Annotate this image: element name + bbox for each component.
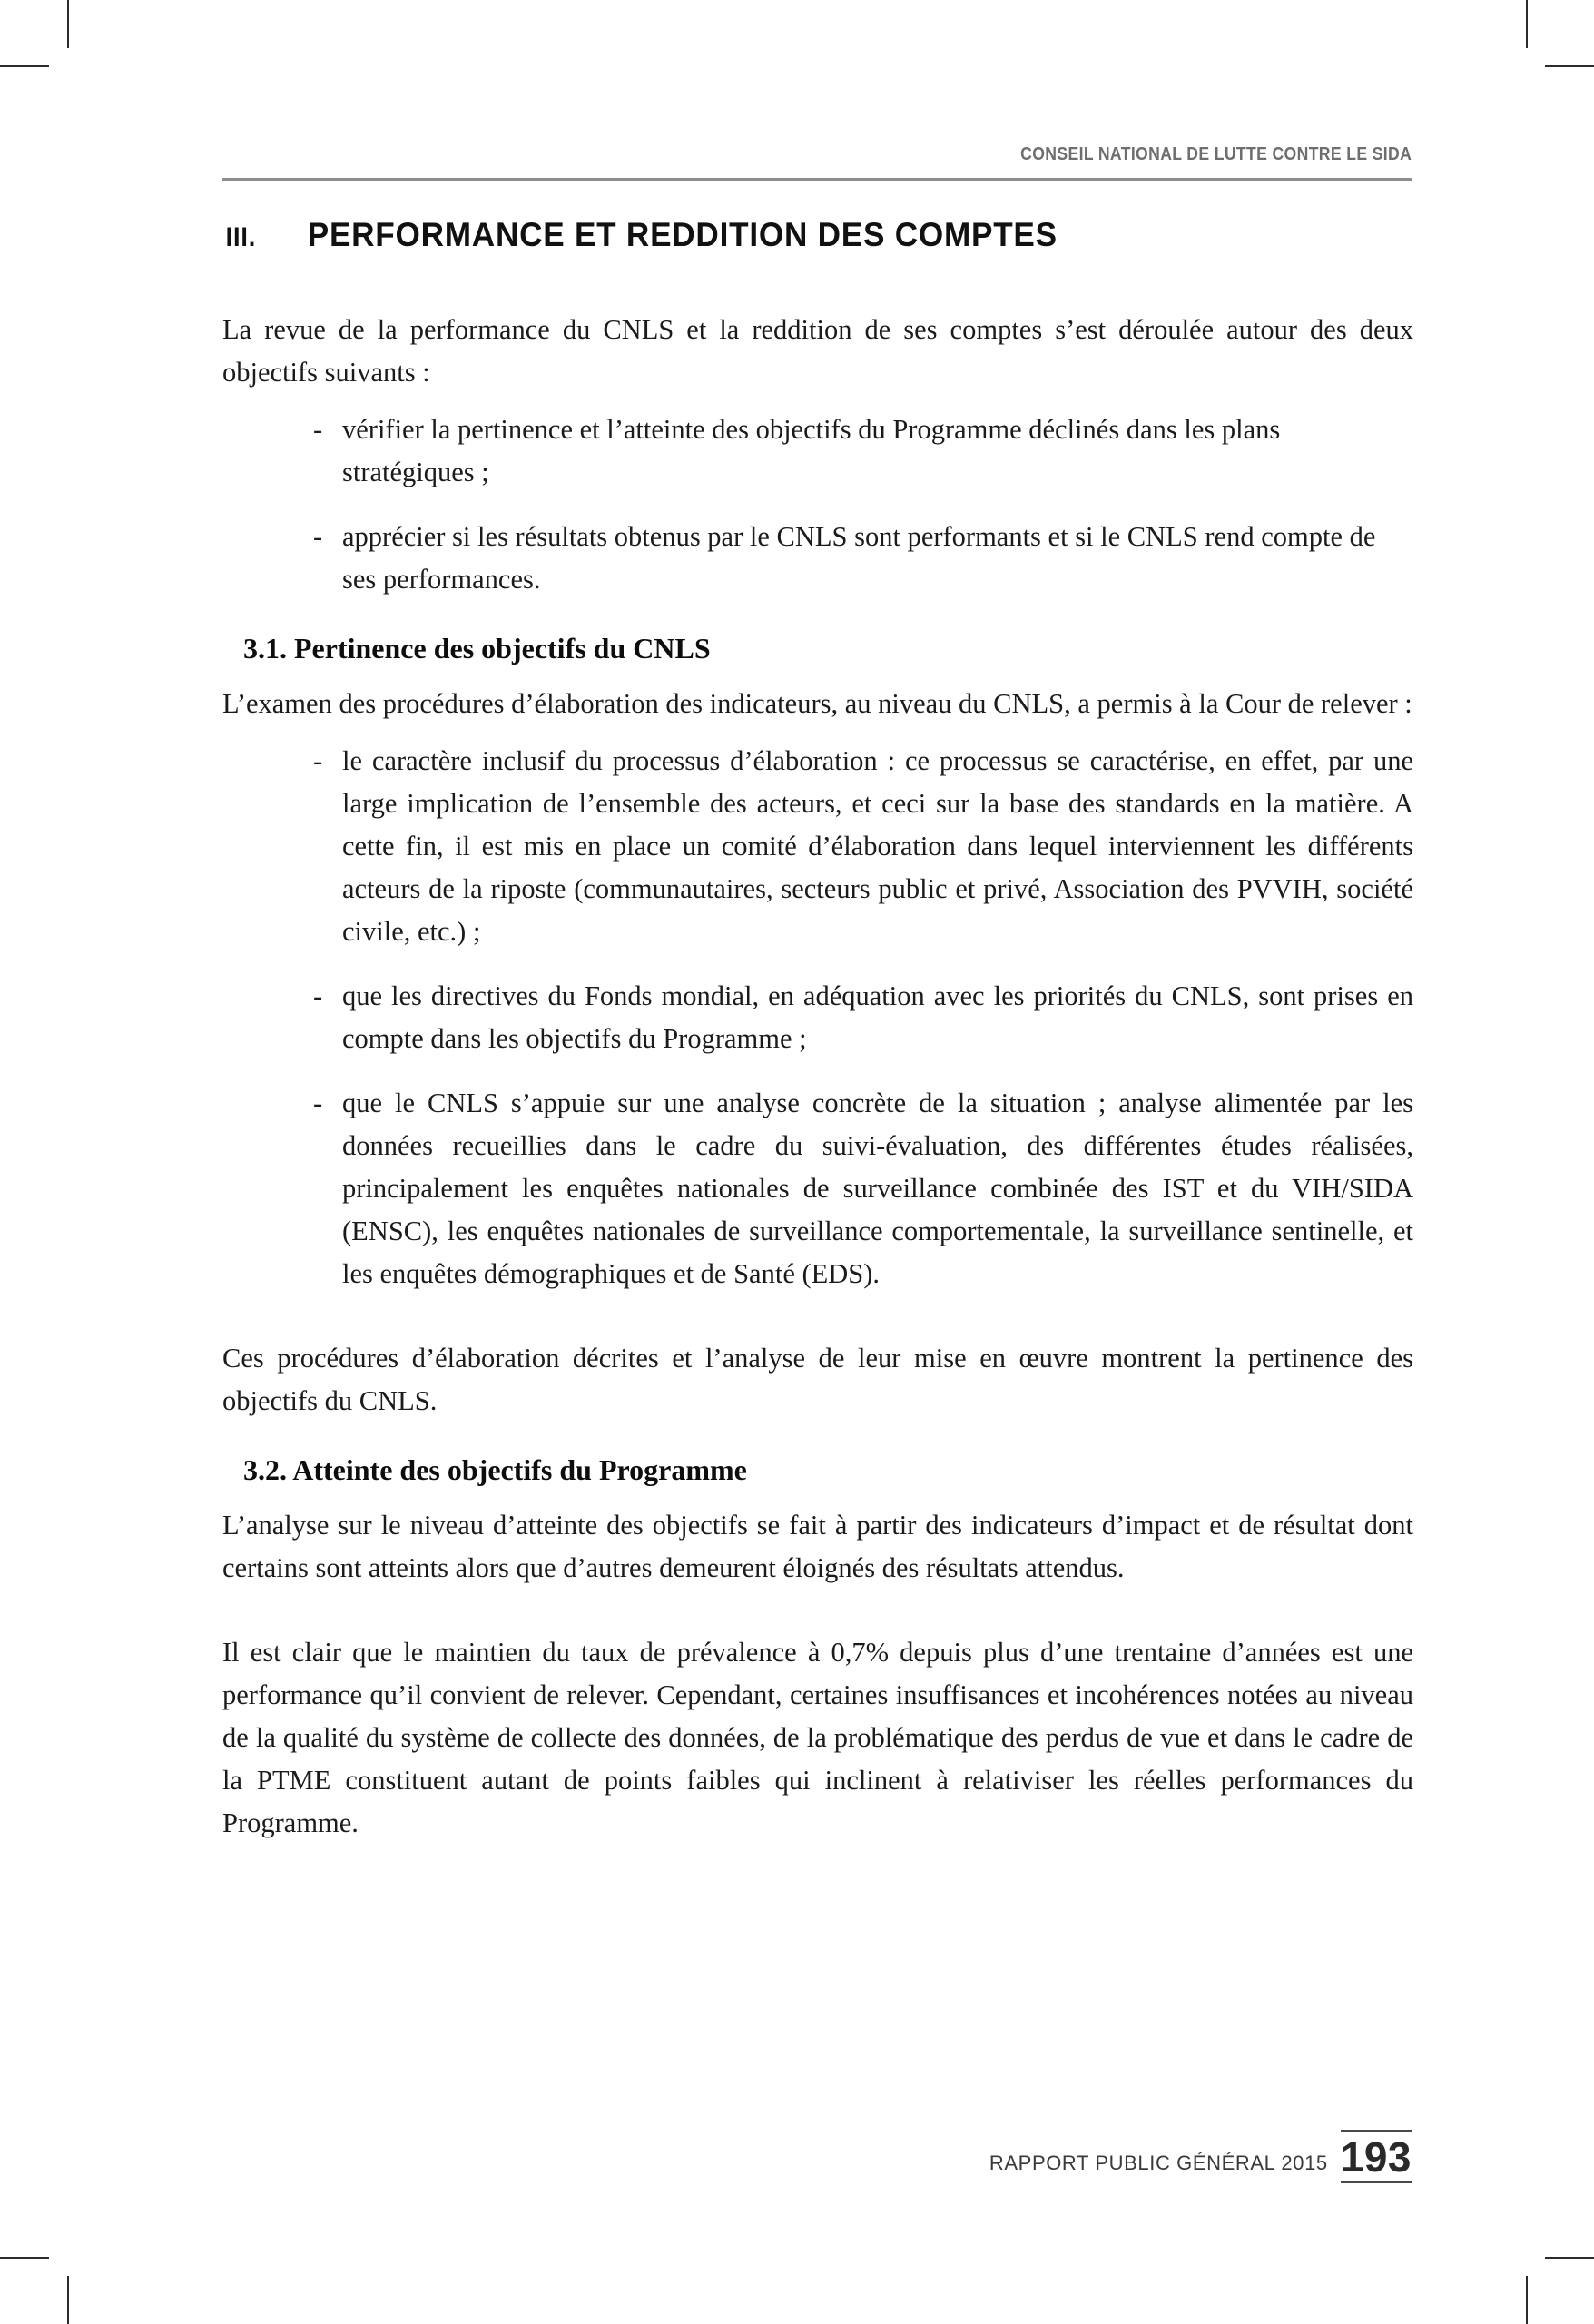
- section-3-1-bullet-list: [313, 740, 1413, 1295]
- section-3-1-closing: Ces procédures d’élaboration décrites et l’analyse de leur mise en œuvre montrent la pertinence des objectifs du CNLS.: [222, 1343, 1413, 1416]
- footer-label: RAPPORT PUBLIC GÉNÉRAL 2015: [989, 2152, 1328, 2174]
- list-item-text: le caractère inclusif du processus d’élaboration : ce processus se caractérise, en effet, par une large implication de l’ensemble des acteurs, et ceci sur la base des standards en la matière. A cette fin, il est mis en place un comité d’élaboration dans lequel interviennent les différents acteurs de la riposte (communautaires, secteurs public et privé, Association des PVVIH, société civile, etc.) ;: [342, 745, 1413, 947]
- section-3-2-paragraph-2: Il est clair que le maintien du taux de prévalence à 0,7% depuis plus d’une trentaine d’années est une performance qu’il convient de relever. Cependant, certaines insuffisances et incohérences notées au niveau de la qualité du système de collecte des données, de la problématique des perdus de vue et dans le cadre de la PTME constituent autant de points faibles qui inclinent à relativiser les réelles performances du Programme.: [222, 1637, 1413, 1838]
- section-heading-3-1: 3.1. Pertinence des objectifs du CNLS: [243, 632, 711, 665]
- folio: [1341, 2130, 1412, 2183]
- header-rule: [222, 178, 1412, 181]
- spacer: [222, 1490, 1413, 1504]
- chapter-number: III.: [225, 222, 257, 252]
- running-header: [222, 143, 1412, 165]
- bullet-dash-icon: -: [313, 521, 323, 552]
- list-item: [313, 740, 1413, 953]
- page-title: PERFORMANCE ET REDDITION DES COMPTES: [307, 216, 1058, 253]
- intro-paragraph: La revue de la performance du CNLS et la reddition de ses comptes s’est déroulée autour des deux objectifs suivants :: [222, 314, 1413, 388]
- list-item-text: vérifier la pertinence et l’atteinte des objectifs du Programme déclinés dans les plans stratégiques ;: [342, 414, 1281, 487]
- section-3-1-lead: L’examen des procédures d’élaboration des indicateurs, au niveau du CNLS, a permis à la Cour de relever :: [222, 688, 1412, 719]
- section-3-2-paragraph-1: L’analyse sur le niveau d’atteinte des objectifs se fait à partir des indicateurs d’impact et de résultat dont certains sont atteints alors que d’autres demeurent éloignés des résultats attendus.: [222, 1510, 1413, 1583]
- spacer: [222, 725, 1413, 740]
- bullet-dash-icon: -: [313, 1088, 323, 1118]
- spacer: [222, 394, 1413, 409]
- list-item: [313, 409, 1413, 494]
- list-item-text: que le CNLS s’appuie sur une analyse concrète de la situation ; analyse alimentée par les données recueillies dans le cadre du suivi-évaluation, des différentes études réalisées, principalement les enquêtes nationales de surveillance combinée des IST et du VIH/SIDA (ENSC), les enquêtes nationales de surveillance comportementale, la surveillance sentinelle, et les enquêtes démographiques et de Santé (EDS).: [342, 1088, 1413, 1289]
- list-item-text: que les directives du Fonds mondial, en adéquation avec les priorités du CNLS, sont prises en compte dans les objectifs du Programme ;: [342, 980, 1413, 1054]
- running-header-text: CONSEIL NATIONAL DE LUTTE CONTRE LE SIDA: [1019, 143, 1412, 164]
- bullet-dash-icon: -: [313, 745, 323, 776]
- page-footer: [989, 2130, 1412, 2183]
- list-item: [313, 516, 1413, 601]
- spacer: [222, 601, 1413, 628]
- intro-bullet-list: [313, 409, 1413, 601]
- bullet-dash-icon: -: [313, 414, 323, 445]
- bullet-dash-icon: -: [313, 980, 323, 1011]
- section-heading-3-2: 3.2. Atteinte des objectifs du Programme: [243, 1453, 747, 1486]
- page-body: [222, 309, 1413, 1845]
- list-item: [313, 1082, 1413, 1295]
- spacer: [222, 668, 1413, 683]
- list-item: [313, 975, 1413, 1060]
- spacer: [222, 1590, 1413, 1631]
- chapter-title-block: [222, 216, 1421, 254]
- spacer: [222, 1295, 1413, 1337]
- page-number: 193: [1340, 2133, 1412, 2181]
- spacer: [222, 1423, 1413, 1450]
- list-item-text: apprécier si les résultats obtenus par le CNLS sont performants et si le CNLS rend compte de ses performances.: [342, 521, 1376, 595]
